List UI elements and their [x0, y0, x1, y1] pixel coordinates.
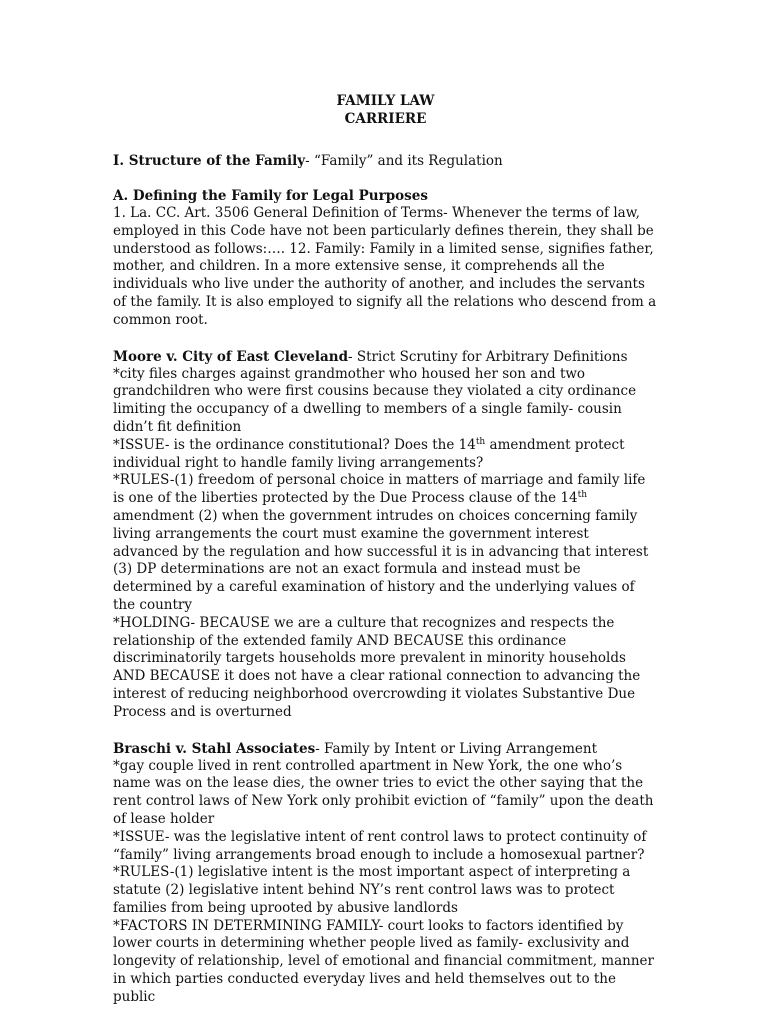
case-moore — [113, 348, 658, 722]
case-subtitle: - Family by Intent or Living Arrangement — [315, 740, 597, 757]
case-subtitle: - Strict Scrutiny for Arbitrary Definitions — [348, 348, 628, 365]
case-name: Braschi v. Stahl Associates — [113, 740, 316, 757]
case-issue: *ISSUE- was the legislative intent of rent control laws to protect continuity of “family” living arrangements broad enough to include a homosexual partner? — [113, 828, 647, 863]
case-holding: *HOLDING- BECAUSE we are a culture that recognizes and respects the relationship of the extended family AND BECAUSE this ordinance discriminatorily targets households more prevalent in minority households AND BECAUSE it does not have a clear rational connection to advancing the interest of reducing neighborhood overcrowding it violates Substantive Due Process and is overturned — [113, 614, 641, 720]
case-heading — [113, 348, 658, 366]
subsection-heading: A. Defining the Family for Legal Purposes — [113, 188, 428, 204]
case-rules: *RULES-(1) legislative intent is the most important aspect of interpreting a statute (2) legislative intent behind NY’s rent control laws was to protect families from being uprooted by abusive landlords — [113, 864, 631, 916]
case-name: Moore v. City of East Cleveland — [113, 348, 349, 365]
subsection-body: 1. La. CC. Art. 3506 General Definition of Terms- Whenever the terms of law, employed in this Code have not been particularly defines therein, they shall be understood as follows:…. 12. Family: Family in a limited sense, signifies father, mother, and children. In a more extensive sense, it comprehends all the individuals who live under the authority of another, and includes the servants of the family. It is also employed to signify all the relations who descend from a common root. — [113, 205, 657, 328]
case-braschi — [113, 740, 658, 1007]
title-line-1: FAMILY LAW — [336, 93, 435, 109]
case-rules: *RULES-(1) freedom of personal choice in matters of marriage and family life is one of the liberties protected by the Due Process clause of the 14th amendment (2) when the government intrudes on choices concerning family living arrangements the court must examine the government interest advanced by the regulation and how successful it is in advancing that interest (3) DP determinations are not an exact formula and instead must be determined by a careful examination of history and the underlying values of the country — [113, 472, 649, 613]
case-heading — [113, 740, 658, 758]
case-facts: *city files charges against grandmother who housed her son and two grandchildren who were first cousins because they violated a city ordinance limiting the occupancy of a dwelling to members of a single family- cousin didn’t fit definition — [113, 365, 637, 435]
section-heading — [113, 152, 658, 170]
case-facts: *gay couple lived in rent controlled apartment in New York, the one who’s name was on the lease dies, the owner tries to evict the other saying that the rent control laws of New York only prohibit eviction of “family” upon the death of lease holder — [113, 757, 654, 827]
section-heading-rest: - “Family” and its Regulation — [305, 153, 503, 169]
case-factors: *FACTORS IN DETERMINING FAMILY- court looks to factors identified by lower courts in determining whether people lived as family- exclusivity and longevity of relationship, level of emotional and financial commitment, manner in which parties conducted everyday lives and held themselves out to the public — [113, 917, 654, 1005]
section-heading-bold: I. Structure of the Family — [113, 153, 306, 169]
document-title — [113, 92, 658, 128]
case-issue: *ISSUE- is the ordinance constitutional? Does the 14th amendment protect individual right to handle family living arrangements? — [113, 436, 625, 471]
title-line-2: CARRIERE — [344, 111, 427, 127]
